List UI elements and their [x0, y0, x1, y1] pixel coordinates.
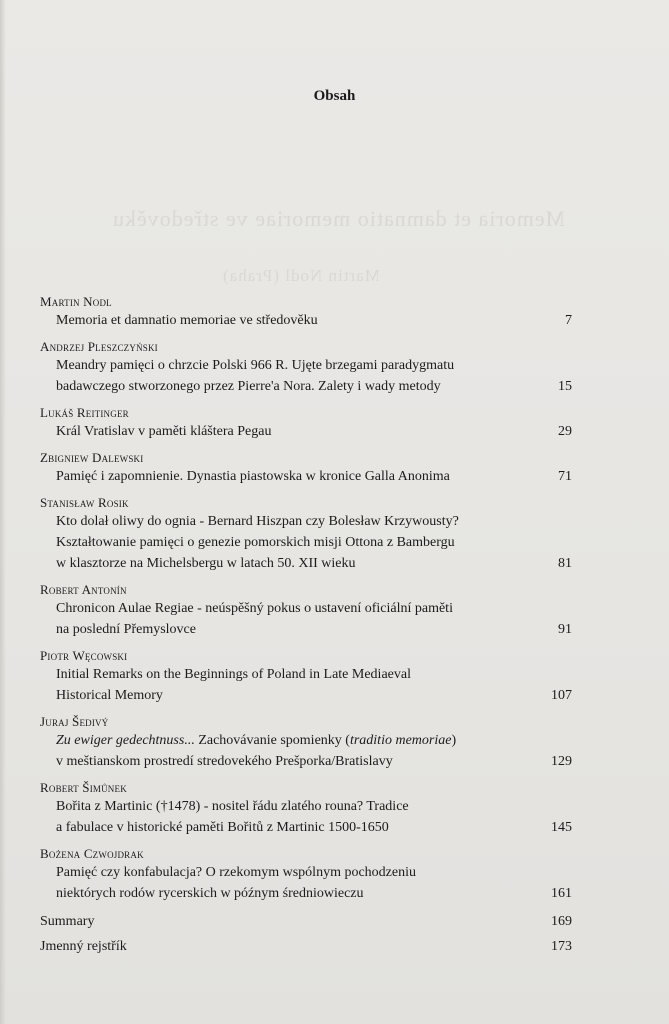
- toc-entry: [40, 449, 572, 487]
- author-name: Juraj Šedivý: [40, 714, 109, 729]
- article-title-line: [40, 730, 572, 751]
- page-number: 169: [551, 914, 572, 929]
- page-edge-shadow: [0, 0, 6, 1024]
- author-name: Stanisław Rosik: [40, 495, 129, 510]
- article-title: Chronicon Aulae Regiae - neúspěšný pokus o ustavení oficiální paměti: [56, 601, 453, 616]
- toc-entry-summary: [40, 911, 572, 932]
- page-number: 145: [551, 820, 572, 835]
- toc-entry: [40, 494, 572, 574]
- page-number: 129: [551, 754, 572, 769]
- author-name: Zbigniew Dalewski: [40, 450, 144, 465]
- article-title: niektórych rodów rycerskich w późnym średniowieczu: [56, 886, 364, 901]
- article-title-line: [40, 310, 572, 331]
- author-name: Martin Nodl: [40, 294, 112, 309]
- section-title: Summary: [40, 914, 95, 929]
- article-title-line: [40, 532, 572, 553]
- article-title-line: [40, 751, 572, 772]
- page-number: 15: [558, 379, 572, 394]
- author-name: Robert Antonín: [40, 582, 127, 597]
- page-number: 7: [565, 313, 572, 328]
- article-title: Kształtowanie pamięci o genezie pomorskich misji Ottona z Bambergu: [56, 535, 455, 550]
- author-name: Piotr Węcowski: [40, 648, 128, 663]
- article-title: badawczego stworzonego przez Pierre'a Nora. Zalety i wady metody: [56, 379, 441, 394]
- toc-entry: [40, 713, 572, 772]
- page-number: 91: [558, 622, 572, 637]
- article-title-line: [40, 817, 572, 838]
- article-title-line: [40, 619, 572, 640]
- article-title-line: [40, 466, 572, 487]
- article-title-line: [40, 421, 572, 442]
- toc-entry-index: [40, 936, 572, 957]
- article-title: Pamięć i zapomnienie. Dynastia piastowska w kronice Galla Anonima: [56, 469, 450, 484]
- article-title: Memoria et damnatio memoriae ve středověku: [56, 313, 318, 328]
- article-title: Initial Remarks on the Beginnings of Poland in Late Mediaeval: [56, 667, 411, 682]
- page-number: 29: [558, 424, 572, 439]
- article-title: w klasztorze na Michelsbergu w latach 50. XII wieku: [56, 556, 356, 571]
- page-number: 107: [551, 688, 572, 703]
- article-title-line: [40, 598, 572, 619]
- article-title-line: [40, 553, 572, 574]
- author-name: Lukáš Reitinger: [40, 405, 129, 420]
- author-name: Andrzej Pleszczyński: [40, 339, 158, 354]
- article-title: na poslední Přemyslovce: [56, 622, 196, 637]
- article-title: Zachovávanie spomienky (: [194, 733, 350, 748]
- bleed-through-subheading: Martin Nodl (Praha): [222, 266, 380, 285]
- article-title-line: [40, 862, 572, 883]
- table-of-contents: [40, 293, 572, 961]
- article-title: Pamięć czy konfabulacja? O rzekomym wspólnym pochodzeniu: [56, 865, 416, 880]
- article-title-line: [40, 511, 572, 532]
- toc-entry: [40, 581, 572, 640]
- page-title: Obsah: [313, 88, 356, 104]
- article-title: Kto dolał oliwy do ognia - Bernard Hiszpan czy Bolesław Krzywousty?: [56, 514, 459, 529]
- article-title-italic: Zu ewiger gedechtnuss...: [56, 733, 195, 748]
- article-title: Král Vratislav v paměti kláštera Pegau: [56, 424, 272, 439]
- article-title-line: [40, 911, 572, 932]
- article-title: Meandry pamięci o chrzcie Polski 966 R. Ujęte brzegami paradygmatu: [56, 358, 455, 373]
- article-title: Historical Memory: [56, 688, 163, 703]
- toc-entry: [40, 779, 572, 838]
- toc-entry: [40, 647, 572, 706]
- toc-entry: [40, 338, 572, 397]
- page-number: 173: [551, 939, 572, 954]
- article-title-line: [40, 376, 572, 397]
- page-number: 161: [551, 886, 572, 901]
- article-title-line: [40, 685, 572, 706]
- section-title: Jmenný rejstřík: [40, 939, 127, 954]
- article-title: Bořita z Martinic (†1478) - nositel řádu zlatého rouna? Tradice: [56, 799, 409, 814]
- toc-entry: [40, 293, 572, 331]
- article-title: a fabulace v historické paměti Bořitů z Martinic 1500-1650: [56, 820, 389, 835]
- bleed-through-heading: Memoria et damnatio memoriae ve středověku: [112, 206, 566, 231]
- author-name: Robert Šimůnek: [40, 780, 127, 795]
- article-title-line: [40, 355, 572, 376]
- article-title-line: [40, 936, 572, 957]
- page-number: 81: [558, 556, 572, 571]
- article-title: v meštianskom prostredí stredovekého Prešporka/Bratislavy: [56, 754, 393, 769]
- article-title-line: [40, 883, 572, 904]
- article-title-line: [40, 664, 572, 685]
- toc-entry: [40, 404, 572, 442]
- toc-entry: [40, 845, 572, 904]
- author-name: Bożena Czwojdrak: [40, 846, 144, 861]
- page-number: 71: [558, 469, 572, 484]
- article-title-line: [40, 796, 572, 817]
- article-title-italic: traditio memoriae: [349, 733, 452, 748]
- article-title: ): [451, 733, 457, 748]
